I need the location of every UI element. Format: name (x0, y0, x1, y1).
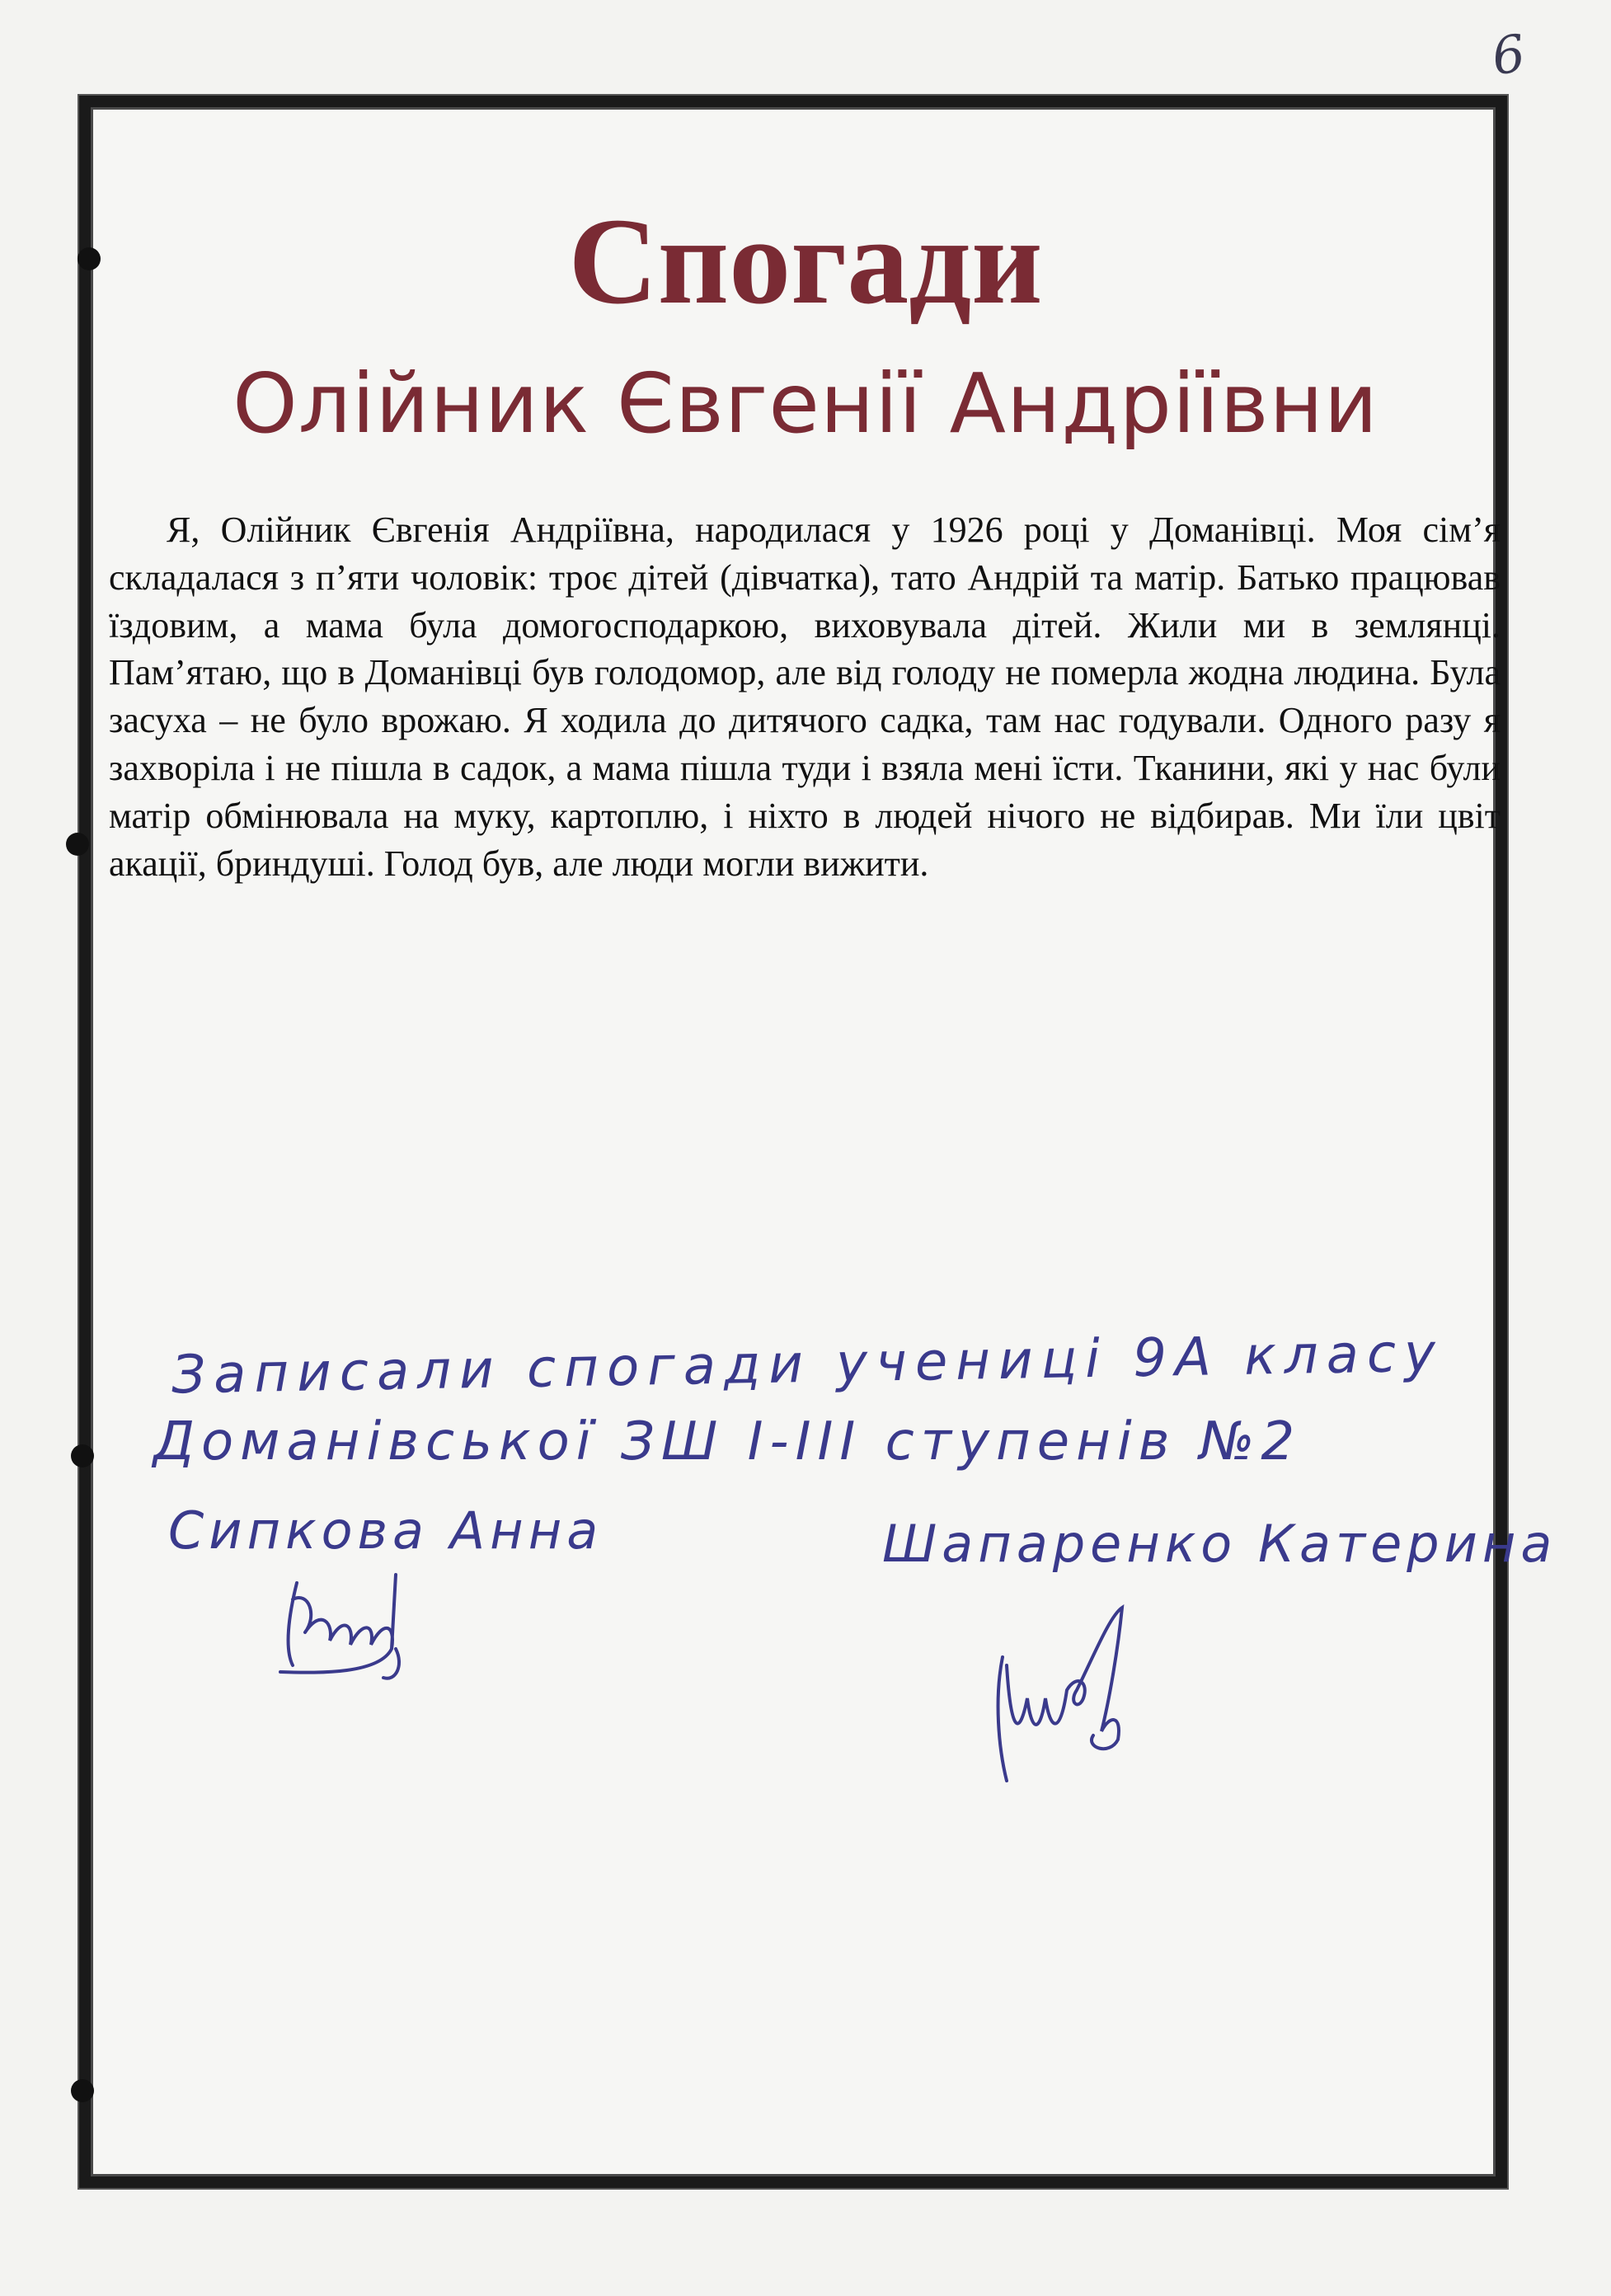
memoir-body-text: Я, Олійник Євгенія Андріївна, народилася у 1926 році у Доманівці. Моя сім’я складалася з п’яти чоловік: троє дітей (дівчатка), тато Андрій та матір. Батько працював їздовим, а мама була домогосподаркою, виховувала дітей. Жили ми в землянці. Пам’ятаю, що в Доманівці був голодомор, але від голоду не померла жодна людина. Була засуха – не було врожаю. Я ходила до дитячого садка, там нас годували. Одного разу я захворіла і не пішла в садок, а мама пішла туди і взяла мені їсти. Тканини, які у нас були матір обмінювала на муку, картоплю, і ніхто в людей нічого не відбирав. Ми їли цвіт акації, бриндуші. Голод був, але люди могли вижити. (109, 509, 1501, 884)
binder-hole-icon (71, 2079, 94, 2102)
page-number: 6 (1488, 22, 1529, 87)
handwritten-note-line2: Доманівської ЗШ І-ІІІ ступенів №2 (153, 1411, 1302, 1472)
handwritten-author-name-1: Сипкова Анна (168, 1500, 604, 1561)
signature-2-icon (986, 1599, 1143, 1805)
binder-hole-icon (71, 1444, 94, 1467)
handwritten-note-line1: Записали спогади учениці 9А класу (171, 1322, 1444, 1406)
handwritten-author-name-2: Шапаренко Катерина (882, 1514, 1557, 1574)
binder-hole-icon (66, 833, 89, 856)
signature-1-icon (272, 1566, 420, 1690)
document-title: Спогади (568, 193, 1043, 330)
document-subtitle: Олійник Євгенії Андріївни (232, 355, 1379, 452)
